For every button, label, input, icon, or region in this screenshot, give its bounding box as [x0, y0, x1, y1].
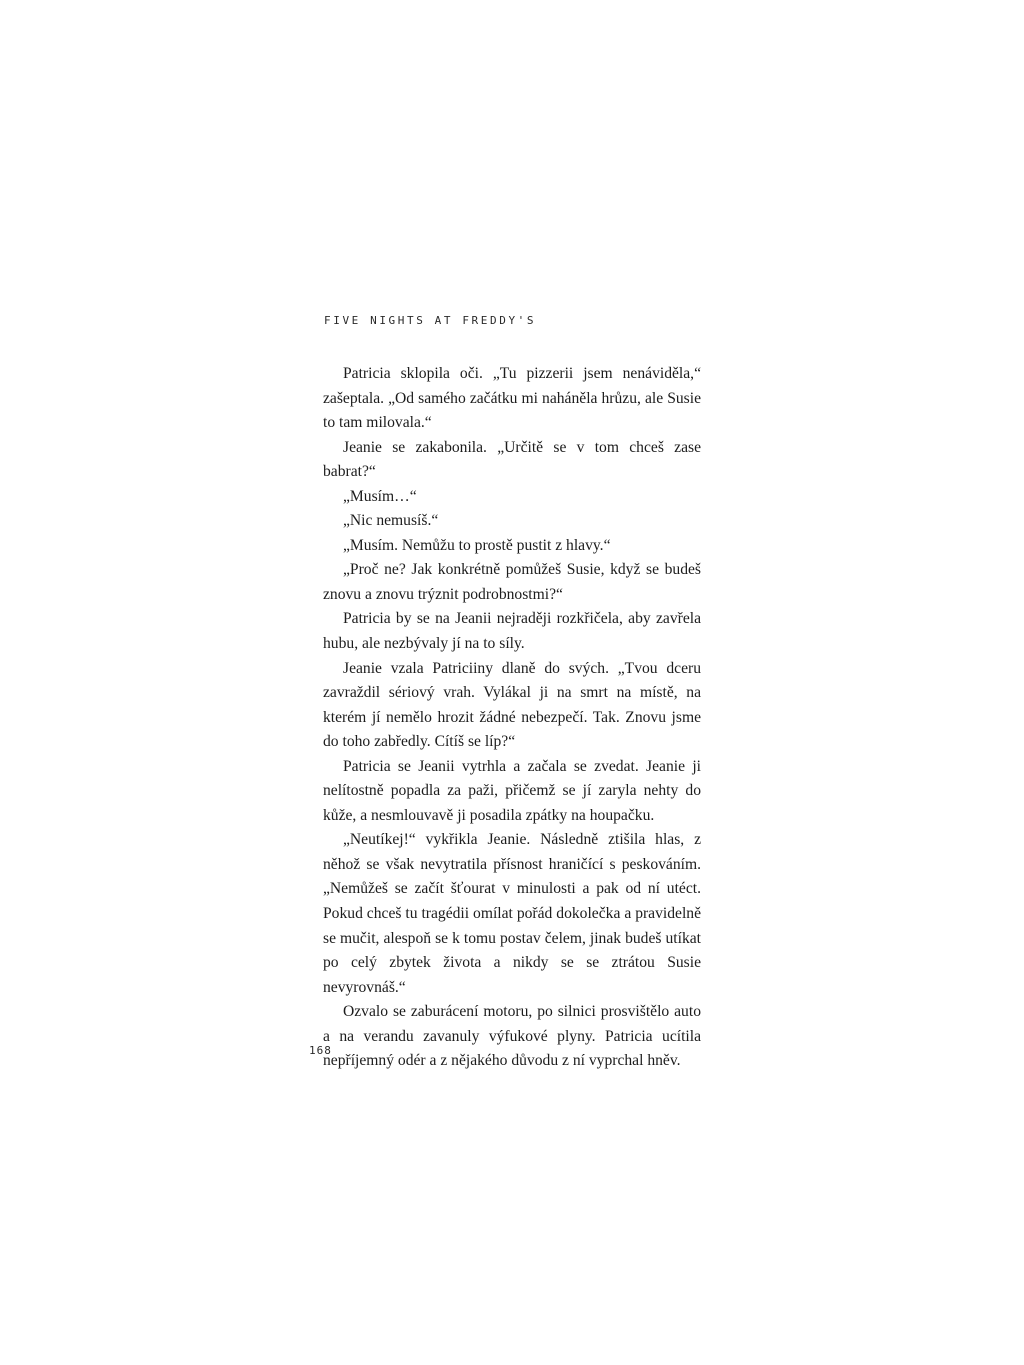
paragraph-1: Patricia sklopila oči. „Tu pizzerii jsem nenáviděla,“ zašeptala. „Od samého začátku mi naháněla hrůzu, ale Susie to tam milovala.“ — [323, 365, 701, 432]
paragraph-5: „Musím. Nemůžu to prostě pustit z hlavy.“ — [343, 536, 611, 554]
page-number: 168 — [309, 1044, 332, 1057]
paragraph-11: Ozvalo se zaburácení motoru, po silnici prosvištělo auto a na verandu zavanuly výfukové plyny. Patricia ucítila nepříjemný odér a z nějakého důvodu z ní vyprchal hněv. — [323, 1003, 701, 1070]
paragraph-6: „Proč ne? Jak konkrétně pomůžeš Susie, když se budeš znovu a znovu trýznit podrobnostmi?“ — [323, 561, 701, 603]
paragraph-3: „Musím…“ — [343, 487, 417, 505]
paragraph-8: Jeanie vzala Patriciiny dlaně do svých. „Tvou dceru zavraždil sériový vrah. Vylákal ji na smrt na místě, na kterém jí nemělo hrozit žádné nebezpečí. Tak. Znovu jsme do toho zabředly. Cítíš se líp?“ — [323, 659, 701, 751]
paragraph-9: Patricia se Jeanii vytrhla a začala se zvedat. Jeanie ji nelítostně popadla za paži, přičemž se jí zaryla nehty do kůže, a nesmlouvavě ji posadila zpátky na houpačku. — [323, 757, 701, 824]
paragraph-4: „Nic nemusíš.“ — [343, 512, 439, 530]
paragraph-10: „Neutíkej!“ vykřikla Jeanie. Následně ztišila hlas, z něhož se však nevytratila přísnost hraničící s peskováním. „Nemůžeš se začít šťourat v minulosti a pak od ní utéct. Pokud chceš tu tragédii omílat pořád dokolečka a pravidelně se mučit, alespoň se k tomu postav čelem, jinak budeš utíkat po celý zbytek života a nikdy se se ztrátou Susie nevyrovnáš.“ — [323, 831, 701, 996]
paragraph-7: Patricia by se na Jeanii nejraději rozkřičela, aby zavřela hubu, ale nezbývaly jí na to síly. — [323, 610, 701, 653]
running-header: FIVE NIGHTS AT FREDDY'S — [324, 314, 537, 327]
body-text — [323, 362, 701, 1074]
paragraph-2: Jeanie se zakabonila. „Určitě se v tom chceš zase babrat?“ — [323, 438, 701, 481]
